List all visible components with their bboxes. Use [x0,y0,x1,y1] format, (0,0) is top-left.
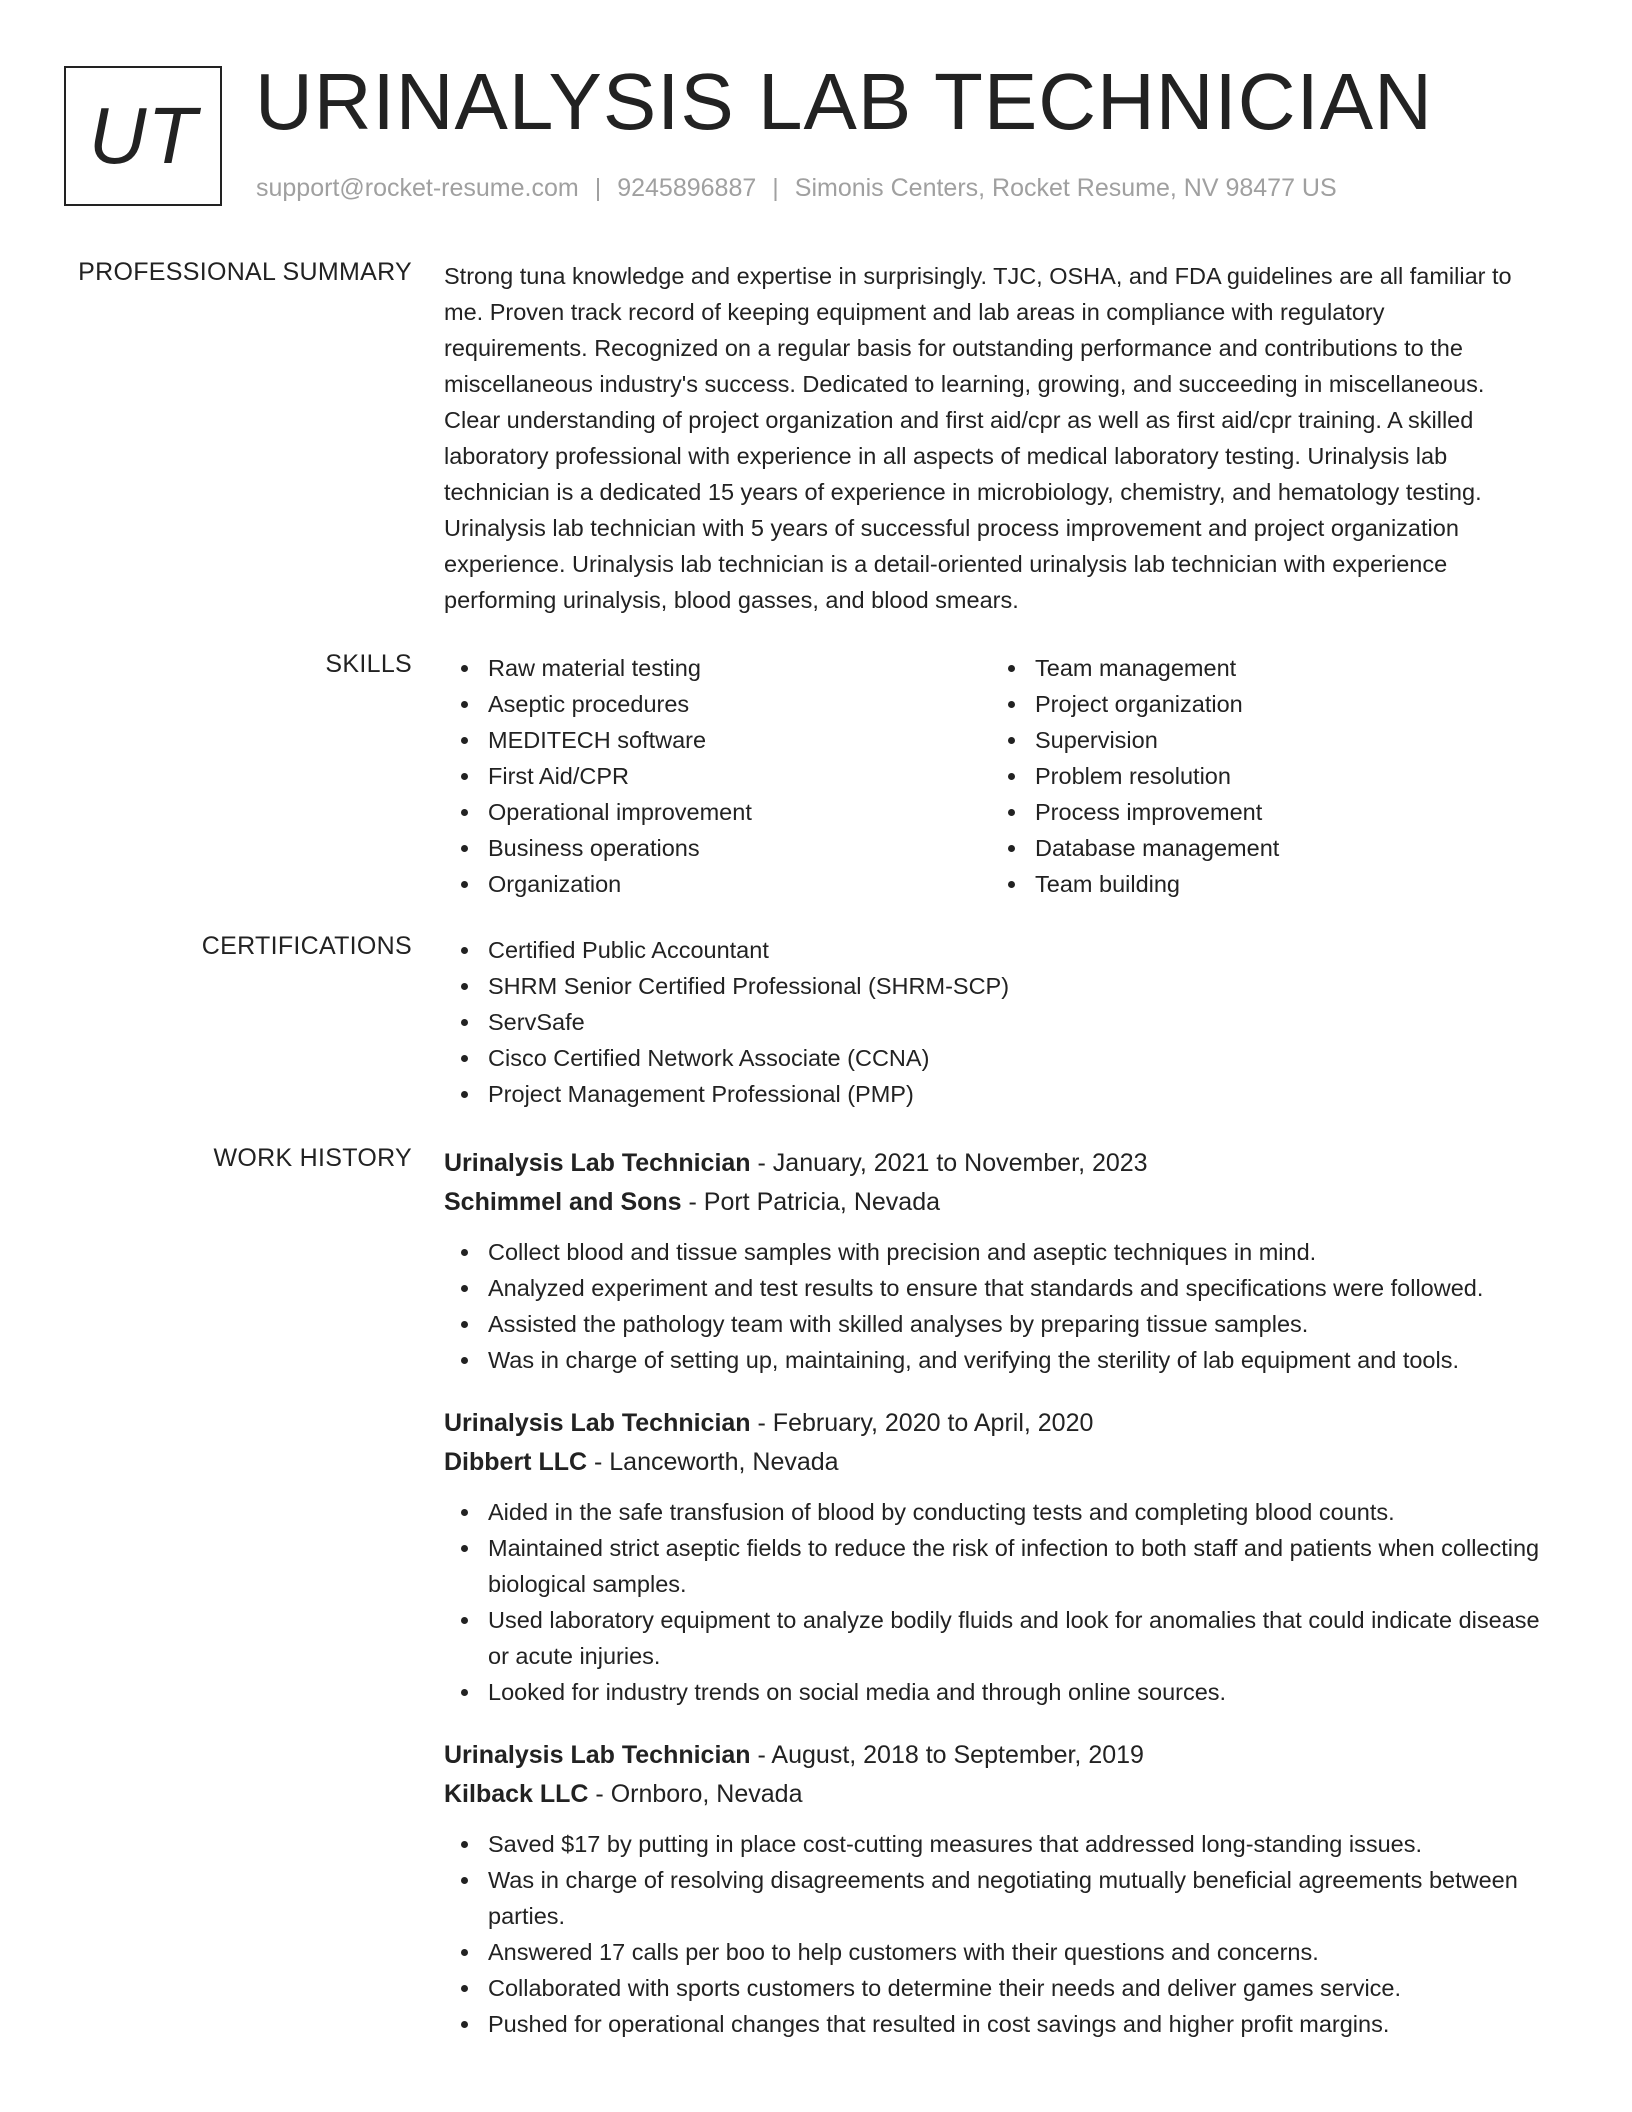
summary-line: me. Proven track record of keeping equipment and lab areas in compliance with regulatory [444,299,1385,325]
skill-item: Raw material testing [444,650,991,686]
skill-item: First Aid/CPR [444,758,991,794]
skill-item: Project organization [991,686,1538,722]
job-duty: Used laboratory equipment to analyze bodily fluids and look for anomalies that could indicate disease or acute injuries. [444,1602,1560,1674]
contact-address: Simonis Centers, Rocket Resume, NV 98477 US [794,174,1337,202]
skill-item: Team management [991,650,1538,686]
skills-list-right [991,650,1538,902]
job-heading [444,1736,1560,1775]
job-title: Urinalysis Lab Technician [444,1409,751,1437]
job-duties [444,1826,1560,2042]
certification-item: Cisco Certified Network Associate (CCNA) [444,1040,1560,1076]
skill-item: Database management [991,830,1538,866]
certification-item: ServSafe [444,1004,1560,1040]
skill-item: Aseptic procedures [444,686,991,722]
job-entry [444,1736,1560,2042]
job-location: - Lanceworth, Nevada [587,1448,839,1476]
contact-separator: | [594,174,602,202]
contact-line [256,174,1337,203]
certifications-list [444,932,1560,1112]
job-duty: Answered 17 calls per boo to help customers with their questions and concerns. [444,1934,1560,1970]
job-duty: Was in charge of resolving disagreements and negotiating mutually beneficial agreements between parties. [444,1862,1560,1934]
skill-item: Supervision [991,722,1538,758]
job-duty: Aided in the safe transfusion of blood by conducting tests and completing blood counts. [444,1494,1560,1530]
job-entry [444,1144,1560,1378]
skill-item: Process improvement [991,794,1538,830]
summary-line: performing urinalysis, blood gasses, and blood smears. [444,587,1019,613]
job-heading [444,1144,1560,1183]
skill-item: Organization [444,866,991,902]
skill-item: Business operations [444,830,991,866]
job-dates: - February, 2020 to April, 2020 [750,1409,1094,1437]
monogram-box [64,66,222,206]
skills-columns [444,650,1560,902]
job-company: Dibbert LLC [444,1448,588,1476]
job-title: Urinalysis Lab Technician [444,1149,751,1177]
certifications-label: CERTIFICATIONS [201,932,412,960]
skill-item: Team building [991,866,1538,902]
resume-title: URINALYSIS LAB TECHNICIAN [255,57,1433,146]
skill-item: Operational improvement [444,794,991,830]
summary-line: experience. Urinalysis lab technician is a detail-oriented urinalysis lab technician with experience [444,551,1448,577]
job-duties [444,1494,1560,1710]
skill-item: Problem resolution [991,758,1538,794]
job-employer [444,1775,1560,1814]
job-dates: - January, 2021 to November, 2023 [750,1149,1148,1177]
certification-item: SHRM Senior Certified Professional (SHRM-SCP) [444,968,1560,1004]
skill-item: MEDITECH software [444,722,991,758]
skills-label: SKILLS [325,650,412,678]
job-duty: Was in charge of setting up, maintaining, and verifying the sterility of lab equipment and tools. [444,1342,1560,1378]
job-duty: Looked for industry trends on social media and through online sources. [444,1674,1560,1710]
job-location: - Port Patricia, Nevada [681,1188,940,1216]
contact-email[interactable]: support@rocket-resume.com [256,174,579,202]
job-entry [444,1404,1560,1710]
job-duty: Maintained strict aseptic fields to reduce the risk of infection to both staff and patients when collecting biological samples. [444,1530,1560,1602]
job-duty: Collaborated with sports customers to determine their needs and deliver games service. [444,1970,1560,2006]
job-location: - Ornboro, Nevada [588,1780,803,1808]
summary-text [444,258,1560,618]
contact-separator: | [772,174,779,202]
work-history-body [444,1144,1560,2042]
summary-line: laboratory professional with experience in all aspects of medical laboratory testing. Urinalysis lab [444,443,1448,469]
work-history-label: WORK HISTORY [213,1144,412,1172]
job-duties [444,1234,1560,1378]
summary-line: Clear understanding of project organization and first aid/cpr as well as first aid/cpr training. A skilled [444,407,1474,433]
skills-list-left [444,650,991,902]
summary-line: Strong tuna knowledge and expertise in surprisingly. TJC, OSHA, and FDA guidelines are all familiar to [444,263,1512,289]
job-employer [444,1443,1560,1482]
job-company: Kilback LLC [444,1780,589,1808]
contact-phone[interactable]: 9245896887 [617,174,757,202]
job-duty: Saved $17 by putting in place cost-cutting measures that addressed long-standing issues. [444,1826,1560,1862]
job-dates: - August, 2018 to September, 2019 [750,1741,1144,1769]
job-duty: Pushed for operational changes that resulted in cost savings and higher profit margins. [444,2006,1560,2042]
summary-label: PROFESSIONAL SUMMARY [78,258,412,286]
job-duty: Collect blood and tissue samples with precision and aseptic techniques in mind. [444,1234,1560,1270]
monogram-initials: UT [88,91,198,180]
certification-item: Project Management Professional (PMP) [444,1076,1560,1112]
job-duty: Analyzed experiment and test results to ensure that standards and specifications were followed. [444,1270,1560,1306]
summary-line: Urinalysis lab technician with 5 years of successful process improvement and project organization [444,515,1459,541]
job-duty: Assisted the pathology team with skilled analyses by preparing tissue samples. [444,1306,1560,1342]
job-employer [444,1183,1560,1222]
summary-line: miscellaneous industry's success. Dedicated to learning, growing, and succeeding in miscellaneous. [444,371,1485,397]
job-company: Schimmel and Sons [444,1188,682,1216]
summary-line: technician is a dedicated 15 years of experience in microbiology, chemistry, and hematology testing. [444,479,1482,505]
certification-item: Certified Public Accountant [444,932,1560,968]
certifications-body [444,932,1560,1112]
summary-line: requirements. Recognized on a regular basis for outstanding performance and contributions to the [444,335,1463,361]
job-heading [444,1404,1560,1443]
job-title: Urinalysis Lab Technician [444,1741,751,1769]
